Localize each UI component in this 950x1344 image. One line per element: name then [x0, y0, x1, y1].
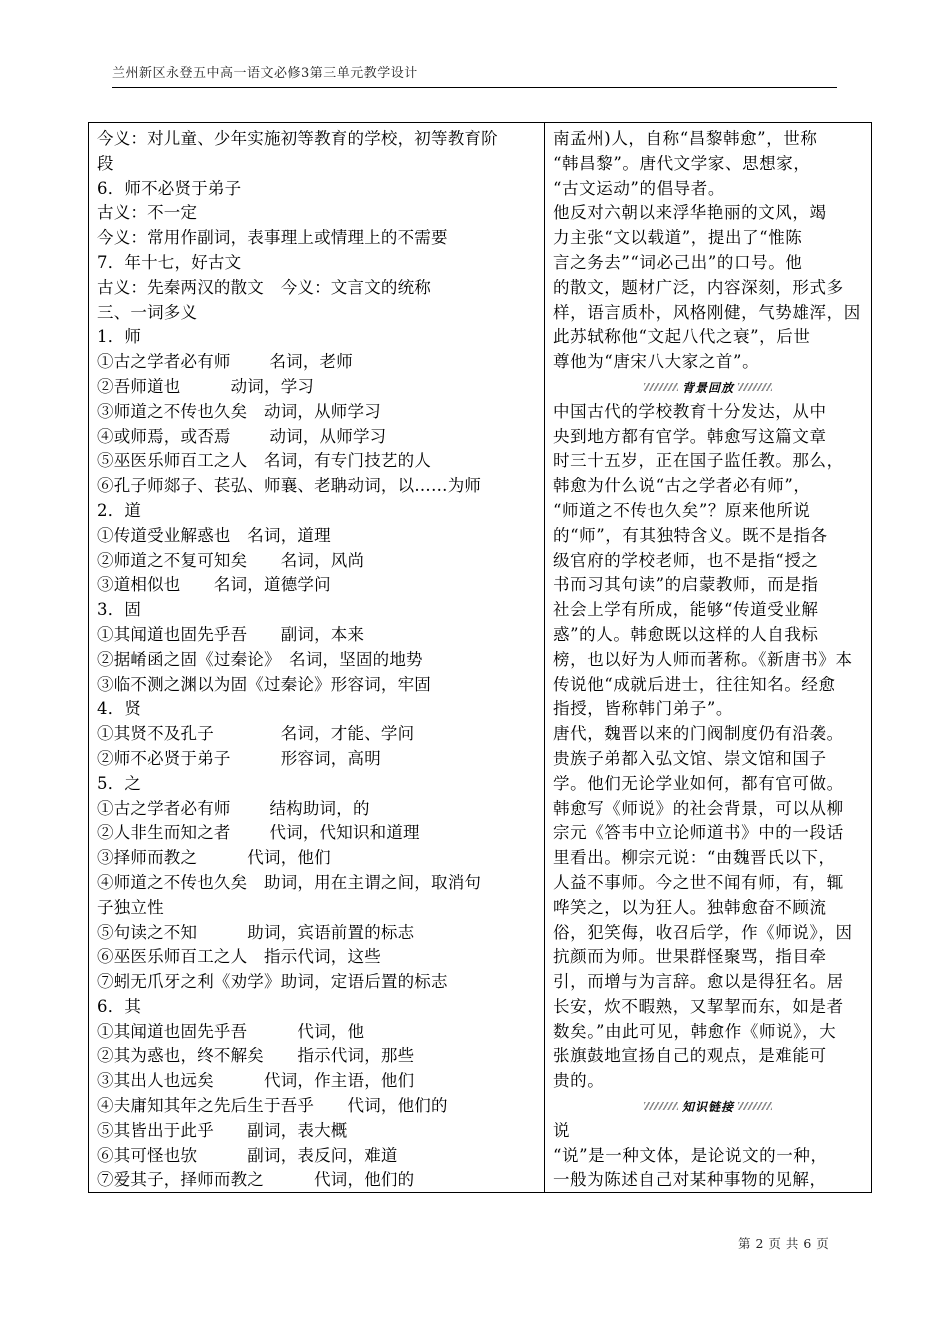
text-line: 7．年十七，好古文 — [97, 252, 242, 272]
text-line: ②人非生而知之者 代词，代知识和道理 — [97, 823, 420, 843]
text-line: 里看出。柳宗元说：“由魏晋氏以下， — [553, 848, 836, 868]
text-line: “说”是一种文体，是论说文的一种， — [553, 1145, 828, 1165]
text-line: ⑥孔子师郯子、苌弘、师襄、老聃动词，以……为师 — [97, 476, 482, 496]
left-column — [89, 123, 545, 1192]
text-line: 样，语言质朴，风格刚健，气势雄浑，因 — [553, 302, 861, 322]
text-line: 尊他为“唐宋八大家之首”。 — [553, 352, 760, 372]
hatch-decoration-icon — [738, 1102, 772, 1110]
text-line: 今义：对儿童、少年实施初等教育的学校，初等教育阶 — [97, 129, 498, 148]
right-column — [545, 123, 871, 1192]
section-heading-background — [553, 375, 863, 400]
text-line: 此苏轼称他“文起八代之衰”，后世 — [553, 327, 811, 347]
section-heading-background-text: 背景回放 — [681, 380, 734, 395]
text-line: “古文运动”的倡导者。 — [553, 178, 725, 198]
text-line: ①传道受业解惑也 名词，道理 — [97, 525, 331, 545]
text-line: 的散文，题材广泛，内容深刻，形式多 — [553, 277, 844, 297]
text-line: 惑”的人。韩愈既以这样的人自我标 — [553, 624, 819, 644]
text-line: ④或师焉，或否焉 动词，从师学习 — [97, 426, 387, 446]
text-line: ①其贤不及孔子 名词，才能、学问 — [97, 724, 415, 744]
text-line: ②师不必贤于弟子 形容词，高明 — [97, 748, 381, 768]
text-line: ④夫庸知其年之先后生于吾乎 代词，他们的 — [97, 1096, 448, 1116]
text-line: 2．道 — [97, 500, 142, 520]
text-line: “师道之不传也久矣”？原来他所说 — [553, 500, 811, 520]
text-line: 数矣。”由此可见，韩愈作《师说》，大 — [553, 1021, 837, 1041]
text-line: ②据崤函之固《过秦论》 名词，坚固的地势 — [97, 649, 423, 669]
text-line: ④师道之不传也久矣 助词，用在主谓之间，取消句 — [97, 872, 482, 892]
text-line: 传说他“成就后进士，往往知名。经愈 — [553, 674, 836, 694]
text-line: ②师道之不复可知矣 名词，风尚 — [97, 550, 365, 570]
text-line: 三、一词多义 — [97, 302, 198, 322]
text-line: 俗，犯笑侮，收召后学，作《师说》，因 — [553, 922, 853, 942]
text-line: 今义：常用作副词，表事理上或情理上的不需要 — [97, 228, 448, 248]
text-line: 一般为陈述自己对某种事物的见解， — [553, 1170, 827, 1190]
text-line: 他反对六朝以来浮华艳丽的文风，竭 — [553, 203, 827, 223]
text-line: 1．师 — [97, 327, 142, 347]
author-intro-block — [553, 127, 863, 375]
text-line: ③道相似也 名词，道德学问 — [97, 575, 331, 595]
text-line: ⑤其皆出于此乎 副词，表大概 — [97, 1120, 348, 1140]
text-line: 抗颜而为师。世果群怪聚骂，指目牵 — [553, 947, 827, 967]
knowledge-block — [553, 1119, 863, 1192]
text-line: 贵的。 — [553, 1071, 605, 1091]
text-line: 榜，也以好为人师而著称。《新唐书》本 — [553, 649, 853, 669]
text-line: ①其闻道也固先乎吾 代词，他 — [97, 1021, 365, 1041]
text-line: 子独立性 — [97, 897, 164, 917]
text-line: ⑤巫医乐师百工之人 名词，有专门技艺的人 — [97, 451, 431, 471]
text-line: 说 — [553, 1120, 571, 1140]
text-line: ①其闻道也固先乎吾 副词，本来 — [97, 624, 365, 644]
section-heading-knowledge-text: 知识链接 — [681, 1099, 734, 1114]
page-header: 兰州新区永登五中高一语文必修3第三单元教学设计 — [112, 64, 837, 88]
text-line: 南孟州)人，自称“昌黎韩愈”，世称 — [553, 129, 818, 148]
text-line: 6．师不必贤于弟子 — [97, 178, 242, 198]
text-line: 长安，炊不暇熟，又挈挈而东，如是者 — [553, 996, 844, 1016]
text-line: 中国古代的学校教育十分发达，从中 — [553, 401, 827, 421]
text-line: 韩愈写《师说》的社会背景，可以从柳 — [553, 798, 844, 818]
text-line: 3．固 — [97, 600, 142, 620]
content-table — [88, 122, 872, 1193]
text-line: 人益不事师。今之世不闻有师，有，辄 — [553, 872, 844, 892]
text-line: 古义：先秦两汉的散文 今义：文言文的统称 — [97, 277, 431, 297]
text-line: 5．之 — [97, 773, 142, 793]
text-line: 唐代，魏晋以来的门阀制度仍有沿袭。 — [553, 724, 844, 744]
text-line: 宗元《答韦中立论师道书》中的一段话 — [553, 823, 844, 843]
text-line: ⑥其可怪也欤 副词，表反问，难道 — [97, 1145, 398, 1165]
text-line: 引，而增与为言辞。愈以是得狂名。居 — [553, 972, 844, 992]
text-line: 级官府的学校老师，也不是指“授之 — [553, 550, 819, 570]
text-line: 时三十五岁，正在国子监任教。那么， — [553, 451, 844, 471]
text-line: ⑦蚓无爪牙之利《劝学》助词，定语后置的标志 — [97, 972, 448, 992]
text-line: 张旗鼓地宣扬自己的观点，是难能可 — [553, 1046, 827, 1066]
text-line: 力主张“文以载道”，提出了“惟陈 — [553, 228, 803, 248]
text-line: 哗笑之，以为狂人。独韩愈奋不顾流 — [553, 897, 827, 917]
text-line: 学。他们无论学业如何，都有官可做。 — [553, 773, 844, 793]
text-line: 韩愈为什么说“古之学者必有师”， — [553, 476, 811, 496]
text-line: ③其出人也远矣 代词，作主语，他们 — [97, 1071, 415, 1091]
section-heading-knowledge — [553, 1094, 863, 1119]
text-line: ①古之学者必有师 名词，老师 — [97, 352, 353, 372]
text-line: ⑦爱其子，择师而教之 代词，他们的 — [97, 1170, 415, 1190]
text-line: ③师道之不传也久矣 动词，从师学习 — [97, 401, 381, 421]
page-number: 第 2 页 共 6 页 — [738, 1236, 830, 1251]
text-line: ②吾师道也 动词，学习 — [97, 376, 315, 396]
text-line: “韩昌黎”。唐代文学家、思想家， — [553, 153, 811, 173]
text-line: 4．贤 — [97, 699, 142, 719]
text-line: ⑥巫医乐师百工之人 指示代词，这些 — [97, 947, 381, 967]
text-line: ③临不测之渊以为固《过秦论》形容词，牢固 — [97, 674, 431, 694]
text-line: 书而习其句读”的启蒙教师，而是指 — [553, 575, 819, 595]
text-line: ①古之学者必有师 结构助词，的 — [97, 798, 370, 818]
text-line: 古义：不一定 — [97, 203, 198, 223]
text-line: 6．其 — [97, 996, 142, 1016]
text-line: 指授，皆称韩门弟子”。 — [553, 699, 734, 719]
text-line: 的“师”，有其独特含义。既不是指各 — [553, 525, 828, 545]
text-line: ②其为惑也，终不解矣 指示代词，那些 — [97, 1046, 415, 1066]
text-line: 贵族子弟都入弘文馆、崇文馆和国子 — [553, 748, 827, 768]
text-line: ⑤句读之不知 助词，宾语前置的标志 — [97, 922, 415, 942]
text-line: 央到地方都有官学。韩愈写这篇文章 — [553, 426, 827, 446]
text-line: 段 — [97, 153, 114, 173]
hatch-decoration-icon — [738, 383, 772, 391]
hatch-decoration-icon — [644, 1102, 678, 1110]
text-line: 言之务去”“词必己出”的口号。他 — [553, 252, 803, 272]
background-block — [553, 400, 863, 1094]
hatch-decoration-icon — [644, 383, 678, 391]
text-line: ③择师而教之 代词，他们 — [97, 848, 331, 868]
text-line: 社会上学有所成，能够“传道受业解 — [553, 600, 819, 620]
